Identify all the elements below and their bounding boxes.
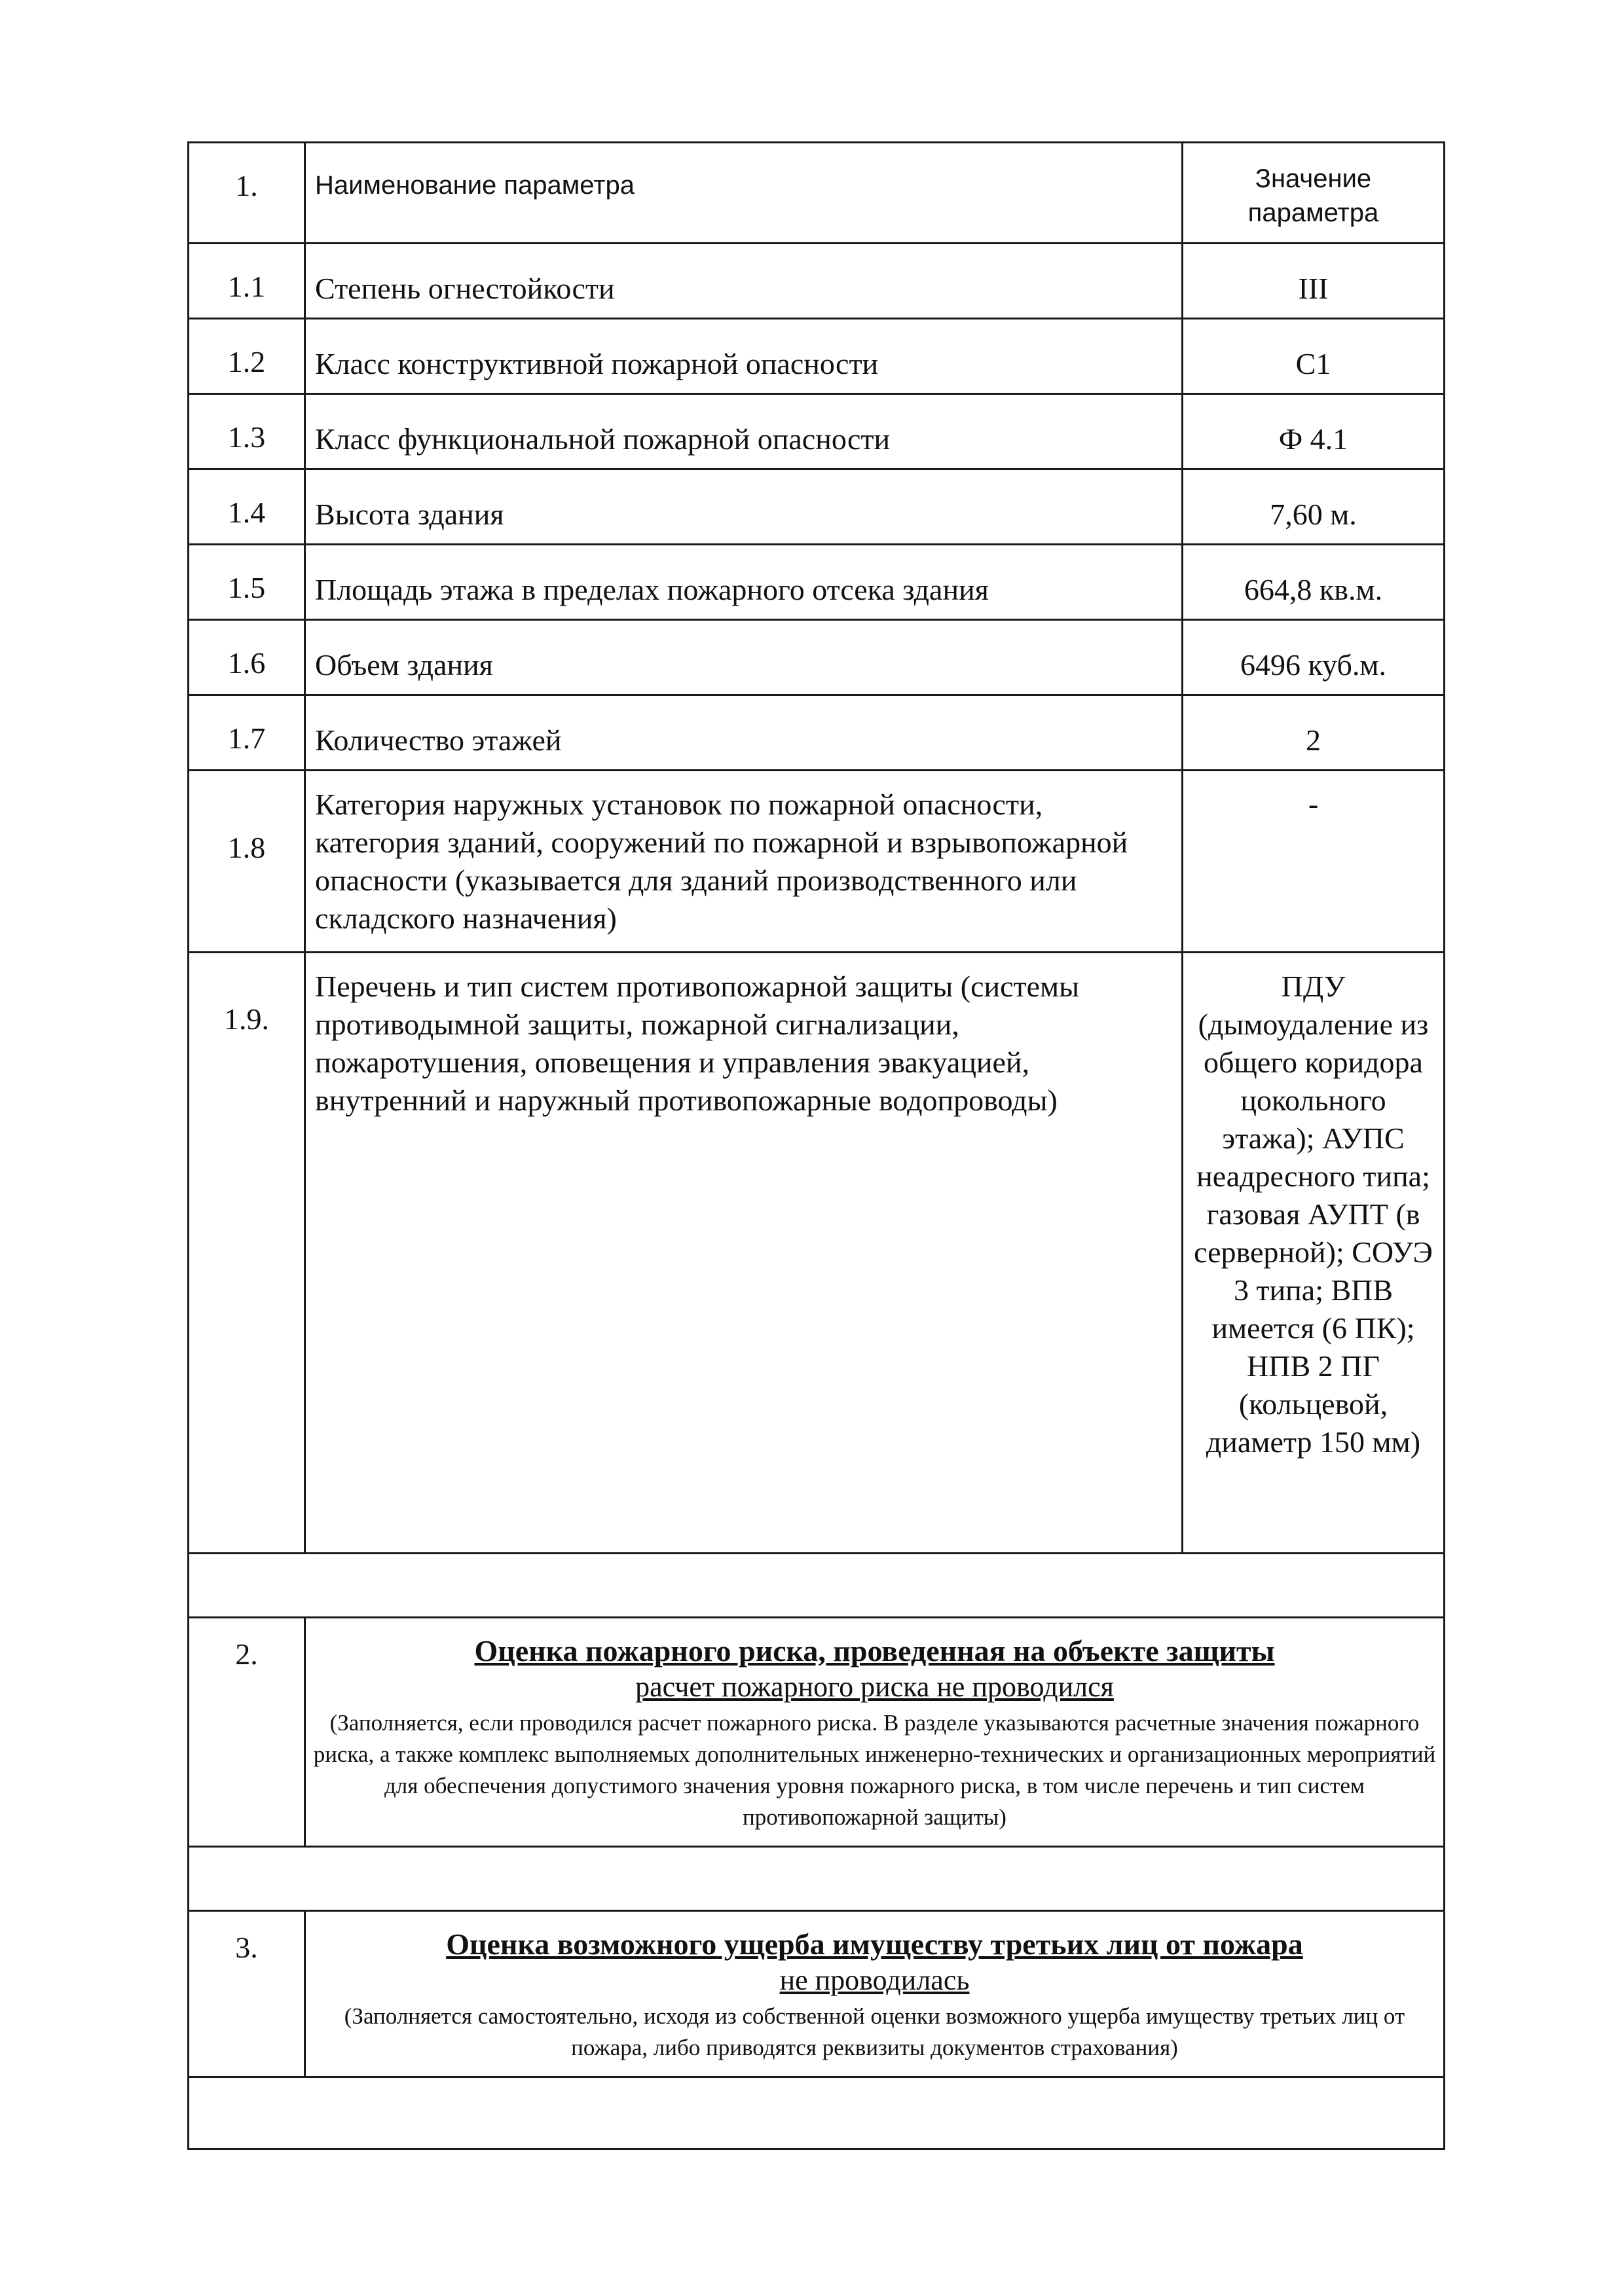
- section-2-title: Оценка пожарного риска, проведенная на объекте защиты: [474, 1634, 1275, 1667]
- section-3-note: (Заполняется самостоятельно, исходя из собственной оценки возможного ущерба имуществу третьих лиц от пожара, либо приводятся реквизиты документов страхования): [344, 2003, 1405, 2060]
- row-number: 1.3: [189, 394, 305, 469]
- row-value: 6496 куб.м.: [1183, 620, 1445, 695]
- row-name: Перечень и тип систем противопожарной защиты (системы противодымной защиты, пожарной сигнализации, пожаротушения, оповещения и управления эвакуацией, внутренний и наружный противопожарные водопроводы): [305, 953, 1183, 1554]
- row-number: 1.9.: [189, 953, 305, 1554]
- table-row: [189, 244, 1445, 319]
- table-row: [189, 319, 1445, 394]
- spacer-row: [189, 1847, 1445, 1911]
- table-row: [189, 620, 1445, 695]
- table-row: [189, 695, 1445, 771]
- section-2-number: 2.: [189, 1618, 305, 1847]
- row-name: Объем здания: [305, 620, 1183, 695]
- table-row: [189, 953, 1445, 1554]
- parameters-table: [187, 141, 1445, 2150]
- header-number: 1.: [189, 143, 305, 244]
- spacer-row: [189, 1554, 1445, 1618]
- row-value: С1: [1183, 319, 1445, 394]
- section-3-row: [189, 1911, 1445, 2077]
- row-number: 1.1: [189, 244, 305, 319]
- section-3-status: не проводилась: [779, 1964, 970, 1996]
- row-name: Категория наружных установок по пожарной опасности, категория зданий, сооружений по пожарной и взрывопожарной опасности (указывается для зданий производственного или складского назначения): [305, 771, 1183, 953]
- section-2-note: (Заполняется, если проводился расчет пожарного риска. В разделе указываются расчетные значения пожарного риска, а также комплекс выполняемых дополнительных инженерно-технических и организационных мероприятий для обеспечения допустимого значения уровня пожарного риска, в том числе перечень и тип систем противопожарной защиты): [313, 1710, 1436, 1830]
- row-name: Высота здания: [305, 469, 1183, 545]
- row-name: Степень огнестойкости: [305, 244, 1183, 319]
- row-value: 2: [1183, 695, 1445, 771]
- table-row: [189, 545, 1445, 620]
- row-name: Класс функциональной пожарной опасности: [305, 394, 1183, 469]
- header-value: Значение параметра: [1183, 143, 1445, 244]
- section-3-content: [305, 1911, 1445, 2077]
- table-row: [189, 394, 1445, 469]
- row-name: Площадь этажа в пределах пожарного отсека здания: [305, 545, 1183, 620]
- row-value: 7,60 м.: [1183, 469, 1445, 545]
- spacer-cell: [189, 2077, 1445, 2149]
- row-number: 1.2: [189, 319, 305, 394]
- table-header-row: [189, 143, 1445, 244]
- row-number: 1.6: [189, 620, 305, 695]
- row-value: III: [1183, 244, 1445, 319]
- parameters-sheet: [187, 141, 1443, 2150]
- row-number: 1.7: [189, 695, 305, 771]
- section-3-title: Оценка возможного ущерба имуществу третьих лиц от пожара: [446, 1927, 1303, 1961]
- spacer-row: [189, 2077, 1445, 2149]
- spacer-cell: [189, 1847, 1445, 1911]
- table-row: [189, 771, 1445, 953]
- row-value: ПДУ (дымоудаление из общего коридора цокольного этажа); АУПС неадресного типа; газовая АУПТ (в серверной); СОУЭ 3 типа; ВПВ имеется (6 ПК); НПВ 2 ПГ (кольцевой, диаметр 150 мм): [1183, 953, 1445, 1554]
- section-3-number: 3.: [189, 1911, 305, 2077]
- row-number: 1.5: [189, 545, 305, 620]
- row-name: Количество этажей: [305, 695, 1183, 771]
- row-number: 1.4: [189, 469, 305, 545]
- row-value: Ф 4.1: [1183, 394, 1445, 469]
- header-name: Наименование параметра: [305, 143, 1183, 244]
- table-row: [189, 469, 1445, 545]
- row-value: -: [1183, 771, 1445, 953]
- spacer-cell: [189, 1554, 1445, 1618]
- row-value: 664,8 кв.м.: [1183, 545, 1445, 620]
- section-2-content: [305, 1618, 1445, 1847]
- row-name: Класс конструктивной пожарной опасности: [305, 319, 1183, 394]
- section-2-status: расчет пожарного риска не проводился: [635, 1671, 1114, 1703]
- row-number: 1.8: [189, 771, 305, 953]
- section-2-row: [189, 1618, 1445, 1847]
